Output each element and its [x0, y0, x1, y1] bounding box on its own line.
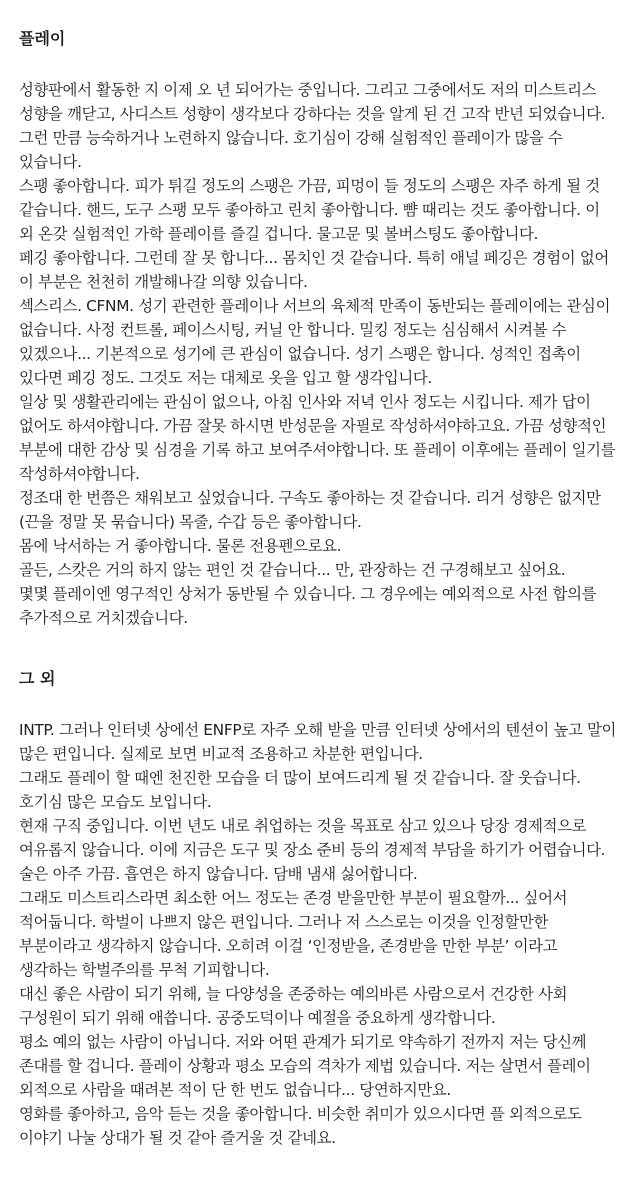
paragraph: 섹스리스. CFNM. 성기 관련한 플레이나 서브의 육체적 만족이 동반되는 플레이에는 관심이 없습니다. 사정 컨트롤, 페이스시팅, 커닐 안 합니다. 밀킹 정도는 심심해서 시켜볼 수 있겠으나... 기본적으로 성기에 큰 관심이 없습니다. 성기 스팽은 합니다. 성적인 접촉이 있다면 페깅 정도. 그것도 저는 대체로 옷을 입고 할 생각입니다.	[19, 297, 611, 387]
section-body-other	[19, 718, 617, 1150]
paragraph: 현재 구직 중입니다. 이번 년도 내로 취업하는 것을 목표로 삼고 있으나 당장 경제적으로 여유롭지 않습니다. 이에 지금은 도구 및 장소 준비 등의 경제적 부담을 하기가 어렵습니다.	[19, 817, 606, 859]
paragraph: 몇몇 플레이엔 영구적인 상처가 동반될 수 있습니다. 그 경우에는 예외적으로 사전 합의를 추가적으로 거치겠습니다.	[19, 585, 597, 627]
section-body-play	[19, 78, 617, 630]
paragraph: 몸에 낙서하는 거 좋아합니다. 물론 전용펜으로요.	[19, 537, 342, 555]
paragraph: 평소 예의 없는 사람이 아닙니다. 저와 어떤 관계가 되기로 약속하기 전까지 저는 당신께 존대를 할 겁니다. 플레이 상황과 평소 모습의 격차가 제법 있습니다. 저는 살면서 플레이 외적으로 사람을 때려본 적이 단 한 번도 없습니다... 당연하지만요.	[19, 1033, 591, 1099]
paragraph: 페깅 좋아합니다. 그런데 잘 못 합니다... 몸치인 것 같습니다. 특히 애널 페깅은 경험이 없어 이 부분은 천천히 개발해나갈 의향 있습니다.	[19, 249, 609, 291]
paragraph: 술은 아주 가끔. 흡연은 하지 않습니다. 담배 냄새 싫어합니다.	[19, 865, 418, 883]
paragraph: 대신 좋은 사람이 되기 위해, 늘 다양성을 존중하는 예의바른 사람으로서 건강한 사회 구성원이 되기 위해 애씁니다. 공중도덕이나 예절을 중요하게 생각합니다.	[19, 985, 568, 1027]
paragraph: 영화를 좋아하고, 음악 듣는 것을 좋아합니다. 비슷한 취미가 있으시다면 플 외적으로도 이야기 나눌 상대가 될 것 같아 즐거울 것 같네요.	[19, 1105, 582, 1147]
paragraph: 그래도 미스트리스라면 최소한 어느 정도는 존경 받을만한 부분이 필요할까... 싶어서 적어둡니다. 학벌이 나쁘지 않은 편입니다. 그러나 저 스스로는 이것을 인정할만한 부분이라고 생각하지 않습니다. 오히려 이걸 ‘인정받을, 존경받을 만한 부분’ 이라고 생각하는 학벌주의를 무척 기피합니다.	[19, 889, 568, 979]
paragraph: 스팽 좋아합니다. 피가 튀길 정도의 스팽은 가끔, 피멍이 들 정도의 스팽은 자주 하게 될 것 같습니다. 핸드, 도구 스팽 모두 좋아하고 린치 좋아합니다. 뺨 때리는 것도 좋아합니다. 이 외 온갖 실험적인 가학 플레이를 즐길 겁니다. 물고문 및 볼버스팅도 좋아합니다.	[19, 177, 600, 243]
paragraph: 골든, 스캇은 거의 하지 않는 편인 것 같습니다... 만, 관장하는 건 구경해보고 싶어요.	[19, 561, 566, 579]
section-title-other: 그 외	[19, 669, 56, 688]
paragraph: 그래도 플레이 할 때엔 천진한 모습을 더 많이 보여드리게 될 것 같습니다. 잘 웃습니다. 호기심 많은 모습도 보입니다.	[19, 769, 581, 811]
paragraph: 성향판에서 활동한 지 이제 오 년 되어가는 중입니다. 그리고 그중에서도 저의 미스트리스 성향을 깨닫고, 사디스트 성향이 생각보다 강하다는 것을 알게 된 건 고작 반년 되었습니다. 그런 만큼 능숙하거나 노련하지 않습니다. 호기심이 강해 실험적인 플레이가 많을 수 있습니다.	[19, 81, 606, 171]
paragraph: INTP. 그러나 인터넷 상에선 ENFP로 자주 오해 받을 만큼 인터넷 상에서의 텐션이 높고 말이 많은 편입니다. 실제로 보면 비교적 조용하고 차분한 편입니다.	[19, 721, 617, 763]
paragraph: 일상 및 생활관리에는 관심이 없으나, 아침 인사와 저녁 인사 정도는 시킵니다. 제가 답이 없어도 하셔야합니다. 가끔 잘못 하시면 반성문을 자필로 작성하셔야하고요. 가끔 성향적인 부분에 대한 감상 및 심경을 기록 하고 보여주셔야합니다. 또 플레이 이후에는 플레이 일기를 작성하셔야합니다.	[19, 393, 616, 483]
paragraph: 정조대 한 번쯤은 채워보고 싶었습니다. 구속도 좋아하는 것 같습니다. 리거 성향은 없지만 (끈을 정말 못 묶습니다) 목줄, 수갑 등은 좋아합니다.	[19, 489, 601, 531]
section-title-play: 플레이	[19, 29, 66, 48]
